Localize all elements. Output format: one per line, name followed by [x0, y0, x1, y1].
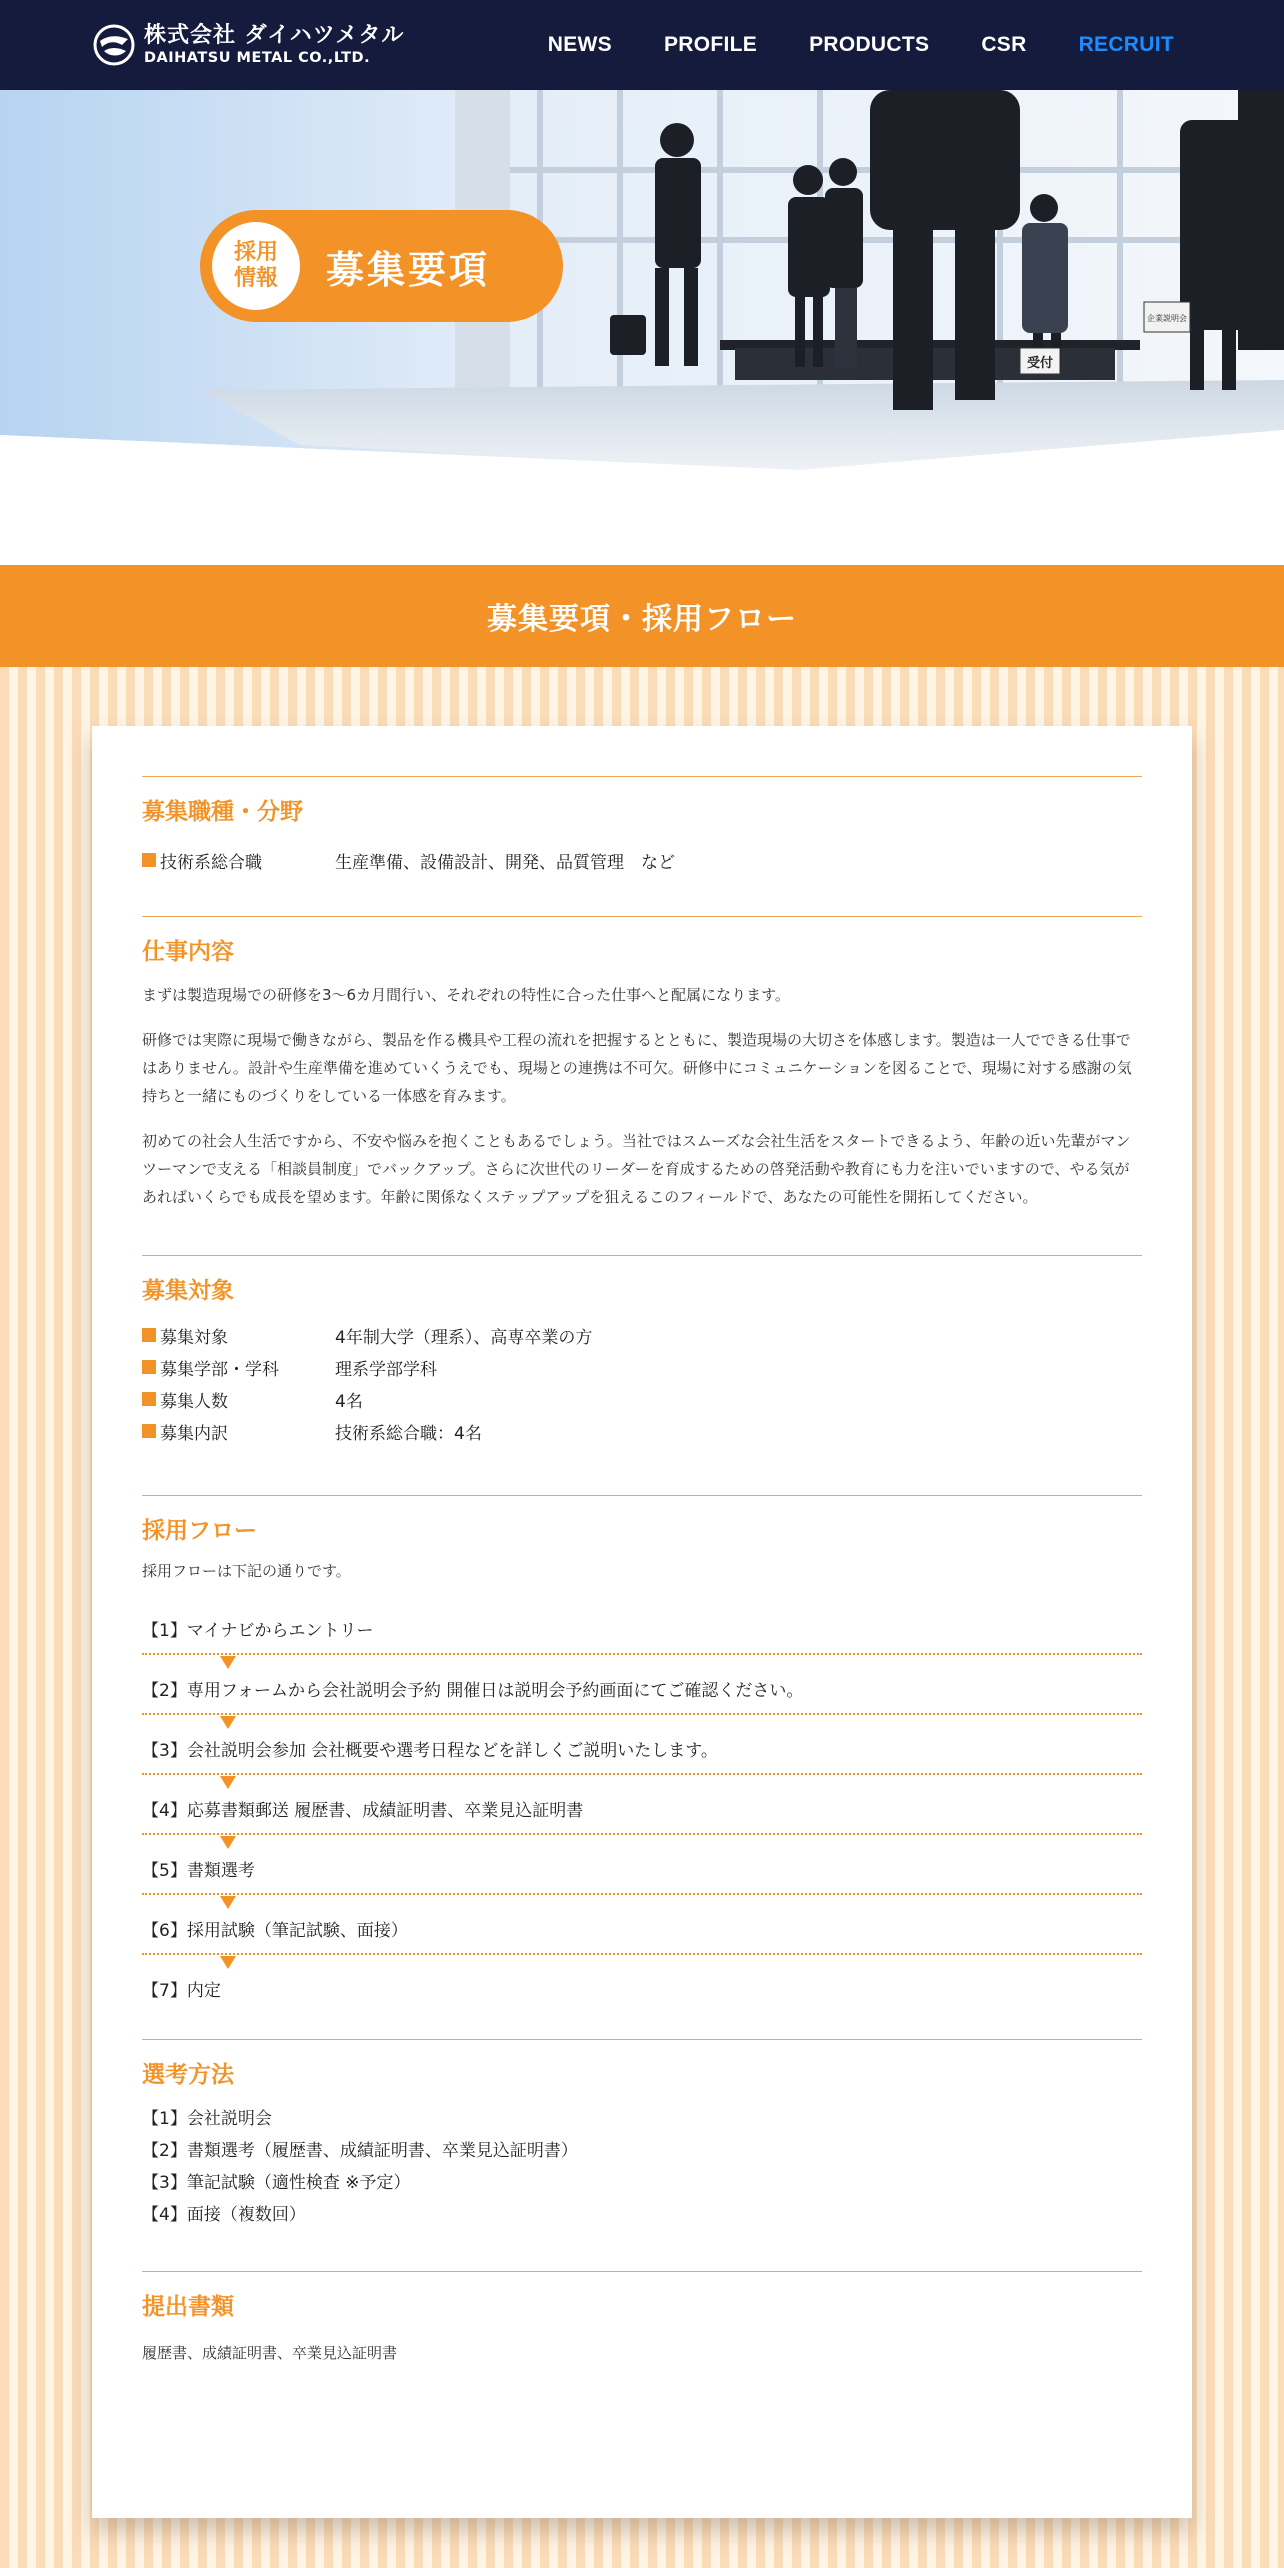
main-nav: [496, 0, 1174, 90]
bullet-square-icon: [142, 1360, 156, 1374]
flow-step: [142, 1955, 1142, 2015]
flow-step-text: 【5】書類選考: [142, 1861, 255, 1881]
job-type-label: 技術系総合職: [160, 852, 262, 873]
company-logo-mark-icon: [92, 23, 136, 67]
company-logo[interactable]: [92, 22, 404, 68]
logo-japanese-name: 株式会社 ダイハツメタル: [144, 22, 405, 48]
flow-intro: 採用フローは下記の通りです。: [142, 1562, 351, 1580]
section-documents: [142, 2271, 1142, 2367]
job-type-row: [142, 844, 1142, 876]
hero-banner: [0, 90, 1284, 565]
job-type-value: 生産準備、設備設計、開発、品質管理 など: [335, 852, 675, 873]
target-label: 募集学部・学科: [160, 1359, 279, 1380]
nav-link-news[interactable]: NEWS: [547, 33, 612, 56]
target-heading: 募集対象: [142, 1278, 234, 1304]
flow-step: [142, 1595, 1142, 1655]
bullet-square-icon: [142, 1392, 156, 1406]
selection-item: 【3】筆記試験（適性検査 ※予定）: [142, 2173, 411, 2193]
content-card: [92, 726, 1192, 2518]
flow-step-text: 【1】マイナビからエントリー: [142, 1621, 374, 1641]
flow-step-text: 【4】応募書類郵送 履歴書、成績証明書、卒業見込証明書: [142, 1801, 584, 1821]
badge-line-2: 情報: [233, 266, 278, 291]
nav-link-profile[interactable]: PROFILE: [663, 33, 758, 56]
top-navigation-bar: [0, 0, 1284, 90]
nav-link-csr[interactable]: CSR: [981, 33, 1027, 56]
section-selection: [142, 2039, 1142, 2231]
target-value: 4名: [335, 1391, 363, 1412]
section-title-banner: [0, 565, 1284, 667]
logo-english-name: DAIHATSU METAL CO.,LTD.: [144, 49, 371, 66]
target-row: [142, 1319, 1142, 1351]
target-label: 募集人数: [160, 1391, 228, 1412]
nav-link-products[interactable]: PRODUCTS: [809, 33, 930, 56]
recruit-info-pill: [200, 210, 563, 322]
selection-item: 【1】会社説明会: [142, 2109, 272, 2129]
section-target: [142, 1255, 1142, 1447]
selection-item: 【4】面接（複数回）: [142, 2205, 306, 2225]
section-job-types: [142, 776, 1142, 876]
documents-text: 履歴書、成績証明書、卒業見込証明書: [142, 2344, 398, 2362]
target-row: [142, 1383, 1142, 1415]
documents-heading: 提出書類: [142, 2294, 234, 2320]
target-value: 理系学部学科: [335, 1359, 437, 1380]
recruit-info-badge: [212, 222, 300, 310]
flow-step: [142, 1715, 1142, 1775]
bullet-square-icon: [142, 853, 156, 867]
flow-step-text: 【7】内定: [142, 1981, 221, 2001]
nav-link-recruit[interactable]: RECRUIT: [1078, 33, 1174, 56]
flow-step-text: 【2】専用フォームから会社説明会予約 開催日は説明会予約画面にてご確認ください。: [142, 1681, 804, 1701]
target-value: 技術系総合職：4名: [335, 1423, 482, 1444]
badge-line-1: 採用: [233, 239, 278, 265]
bullet-square-icon: [142, 1424, 156, 1438]
work-heading: 仕事内容: [142, 939, 234, 965]
job-types-heading: 募集職種・分野: [142, 799, 303, 825]
reception-sign-text: 受付: [1026, 356, 1054, 371]
flow-step: [142, 1895, 1142, 1955]
target-value: 4年制大学（理系）、高専卒業の方: [335, 1327, 593, 1348]
bullet-square-icon: [142, 1328, 156, 1342]
work-paragraph-1: まずは製造現場での研修を3～6カ月間行い、それぞれの特性に合った仕事へと配属になります。: [142, 986, 790, 1004]
flow-heading: 採用フロー: [142, 1518, 257, 1544]
work-paragraph-2: 研修では実際に現場で働きながら、製品を作る機具や工程の流れを把握するとともに、製造現場の大切さを体感します。製造は一人でできる仕事ではありません。設計や生産準備を進めていくうえでも、現場との連携は不可欠。研修中にコミュニケーションを図ることで、現場に対する感謝の気持ちと一緒にものづくりをしている一体感を育みます。: [142, 1031, 1132, 1105]
section-flow: [142, 1495, 1142, 2015]
flow-step-text: 【3】会社説明会参加 会社概要や選考日程などを詳しくご説明いたします。: [142, 1741, 718, 1761]
target-label: 募集内訳: [160, 1423, 228, 1444]
flow-step-text: 【6】採用試験（筆記試験、面接）: [142, 1921, 408, 1941]
target-row: [142, 1351, 1142, 1383]
work-paragraph-3: 初めての社会人生活ですから、不安や悩みを抱くこともあるでしょう。当社ではスムーズな会社生活をスタートできるよう、年齢の近い先輩がマンツーマンで支える「相談員制度」でバックアップ。さらに次世代のリーダーを育成するための啓発活動や教育にも力を注いでいますので、やる気があればいくらでも成長を望めます。年齢に関係なくステップアップを狙えるこのフィールドで、あなたの可能性を開拓してください。: [142, 1132, 1131, 1206]
selection-item: 【2】書類選考（履歴書、成績証明書、卒業見込証明書）: [142, 2141, 578, 2161]
section-work: [142, 916, 1142, 1211]
flow-step: [142, 1775, 1142, 1835]
seminar-sign-text: 企業説明会: [1147, 314, 1187, 323]
selection-heading: 選考方法: [142, 2062, 234, 2088]
section-title: 募集要項・採用フロー: [487, 602, 797, 637]
flow-step: [142, 1655, 1142, 1715]
flow-step: [142, 1835, 1142, 1895]
hero-photo-business-people: [0, 90, 1284, 565]
target-label: 募集対象: [160, 1327, 228, 1348]
hero-page-title: 募集要項: [326, 247, 491, 292]
target-row: [142, 1415, 1142, 1447]
